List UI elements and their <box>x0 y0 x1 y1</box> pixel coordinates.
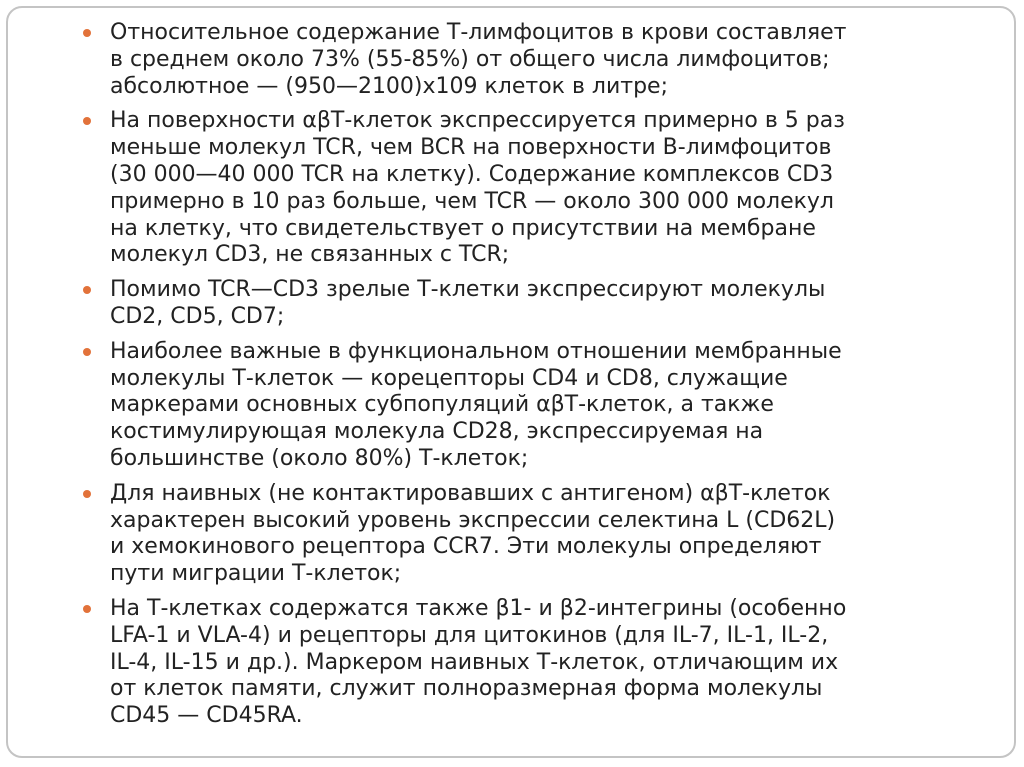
bullet-line: костимулирующая молекула CD28, экспрессируемая на <box>110 419 764 445</box>
bullet-line: и хемокинового рецептора CCR7. Эти молекулы определяют <box>110 534 822 560</box>
bullet-line: меньше молекул TCR, чем BCR на поверхности В-лимфоцитов <box>110 135 832 161</box>
bullet-line: Относительное содержание Т-лимфоцитов в крови составляет <box>110 20 847 45</box>
bullet-line: пути миграции Т-клеток; <box>110 561 402 587</box>
bullet-line: IL-4, IL-15 и др.). Маркером наивных Т-клеток, отличающим их <box>110 649 839 675</box>
bullet-line: характерен высокий уровень экспрессии селектина L (CD62L) <box>110 507 836 533</box>
bullet-line: Наиболее важные в функциональном отношении мембранные <box>110 338 842 364</box>
bullet-line: абсолютное — (950—2100)х109 клеток в литре; <box>110 73 669 99</box>
bullet-line: На поверхности αβТ-клеток экспрессируется примерно в 5 раз <box>110 108 845 134</box>
bullet-line: маркерами основных субпопуляций αβТ-клеток, а также <box>110 392 774 418</box>
bullet-line: (30 000—40 000 TCR на клетку). Содержание комплексов CD3 <box>110 161 834 187</box>
bullet-line: LFA-1 и VLA-4) и рецепторы для цитокинов (для IL-7, IL-1, IL-2, <box>110 622 829 648</box>
bullet-line: на клетку, что свидетельствует о присутствии на мембране <box>110 215 816 241</box>
bullet-line: молекул CD3, не связанных с TCR; <box>110 242 510 268</box>
bullet-item <box>82 108 962 269</box>
bullet-dot-icon <box>83 286 91 294</box>
bullet-dot-icon <box>83 29 91 37</box>
bullet-list <box>82 20 962 730</box>
bullet-line: примерно в 10 раз больше, чем TCR — около 300 000 молекул <box>110 188 834 214</box>
bullet-item <box>82 277 962 331</box>
bullet-dot-icon <box>83 117 91 125</box>
bullet-line: На Т-клетках содержатся также β1- и β2-интегрины (особенно <box>110 595 847 621</box>
bullet-dot-icon <box>83 348 91 356</box>
bullet-line: Для наивных (не контактировавших с антигеном) αβТ-клеток <box>110 480 831 506</box>
bullet-line: CD45 — CD45RA. <box>110 703 303 729</box>
bullet-item <box>82 481 962 588</box>
bullet-line: от клеток памяти, служит полноразмерная форма молекулы <box>110 676 823 702</box>
bullet-item <box>82 596 962 730</box>
bullet-dot-icon <box>83 605 91 613</box>
bullet-dot-icon <box>83 490 91 498</box>
bullet-line: CD2, CD5, CD7; <box>110 303 285 329</box>
bullet-line: молекулы Т-клеток — корецепторы CD4 и CD8, служащие <box>110 365 788 391</box>
bullet-line: в среднем около 73% (55-85%) от общего числа лимфоцитов; <box>110 46 830 72</box>
bullet-item <box>82 339 962 473</box>
bullet-line: большинстве (около 80%) Т-клеток; <box>110 445 529 471</box>
bullet-item <box>82 20 962 100</box>
bullet-line: Помимо TCR—CD3 зрелые Т-клетки экспрессируют молекулы <box>110 277 826 303</box>
